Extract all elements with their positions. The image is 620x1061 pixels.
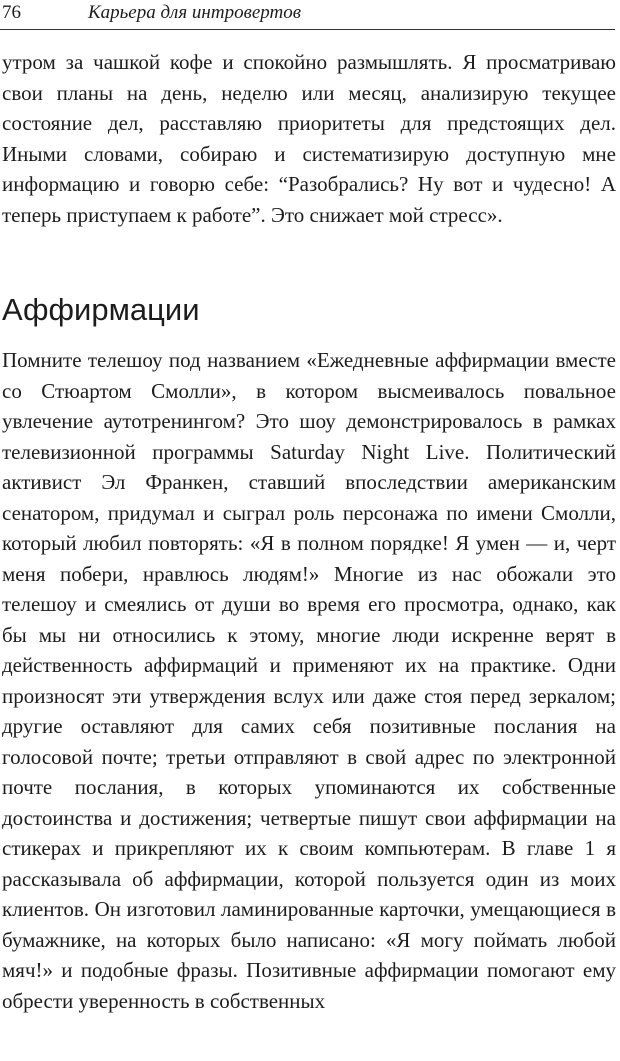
intro-paragraph: утром за чашкой кофе и спокойно размышлять. Я просматриваю свои планы на день, неделю или месяц, анализирую текущее состояние дел, расставляю приоритеты для предстоящих дел. Иными словами, собираю и систематизирую доступную мне информацию и говорю себе: “Разобрались? Ну вот и чудесно! А теперь приступаем к работе”. Это снижает мой стресс». <box>2 50 616 227</box>
section-paragraph: Помните телешоу под названием «Ежедневные аффирмации вместе со Стюартом Смолли», в котором высмеивалось повальное увлечение аутотренингом? Это шоу демонстрировалось в рамках телевизионной программы Saturday Night Live. Политический активист Эл Франкен, ставший впоследствии американским сенатором, придумал и сыграл роль персонажа по имени Смолли, который любил повторять: «Я в полном порядке! Я умен — и, черт меня побери, нравлюсь людям!» Многие из нас обожали это телешоу и смеялись от души во время его просмотра, однако, как бы мы ни относились к этому, многие люди искренне верят в действенность аффирмаций и применяют их на практике. Одни произносят эти утверждения вслух или даже стоя перед зеркалом; другие оставляют для самих себя позитивные послания на голосовой почте; третьи отправляют в свой адрес по электронной почте послания, в которых упоминаются их собственные достоинства и достижения; четвертые пишут свои аффирмации на стикерах и прикрепляют их к своим компьютерам. В главе 1 я рассказывала об аффирмации, которой пользуется один из моих клиентов. Он изготовил ламинированные карточки, умещающиеся в бумажнике, на которых было написано: «Я могу поймать любой мяч!» и подобные фразы. Позитивные аффирмации помогают ему обрести уверенность в собственных <box>2 348 616 1013</box>
running-header <box>0 0 615 30</box>
page-number: 76 <box>2 2 21 23</box>
running-title: Карьера для интровертов <box>88 2 301 23</box>
section-heading: Аффирмации <box>2 292 200 327</box>
